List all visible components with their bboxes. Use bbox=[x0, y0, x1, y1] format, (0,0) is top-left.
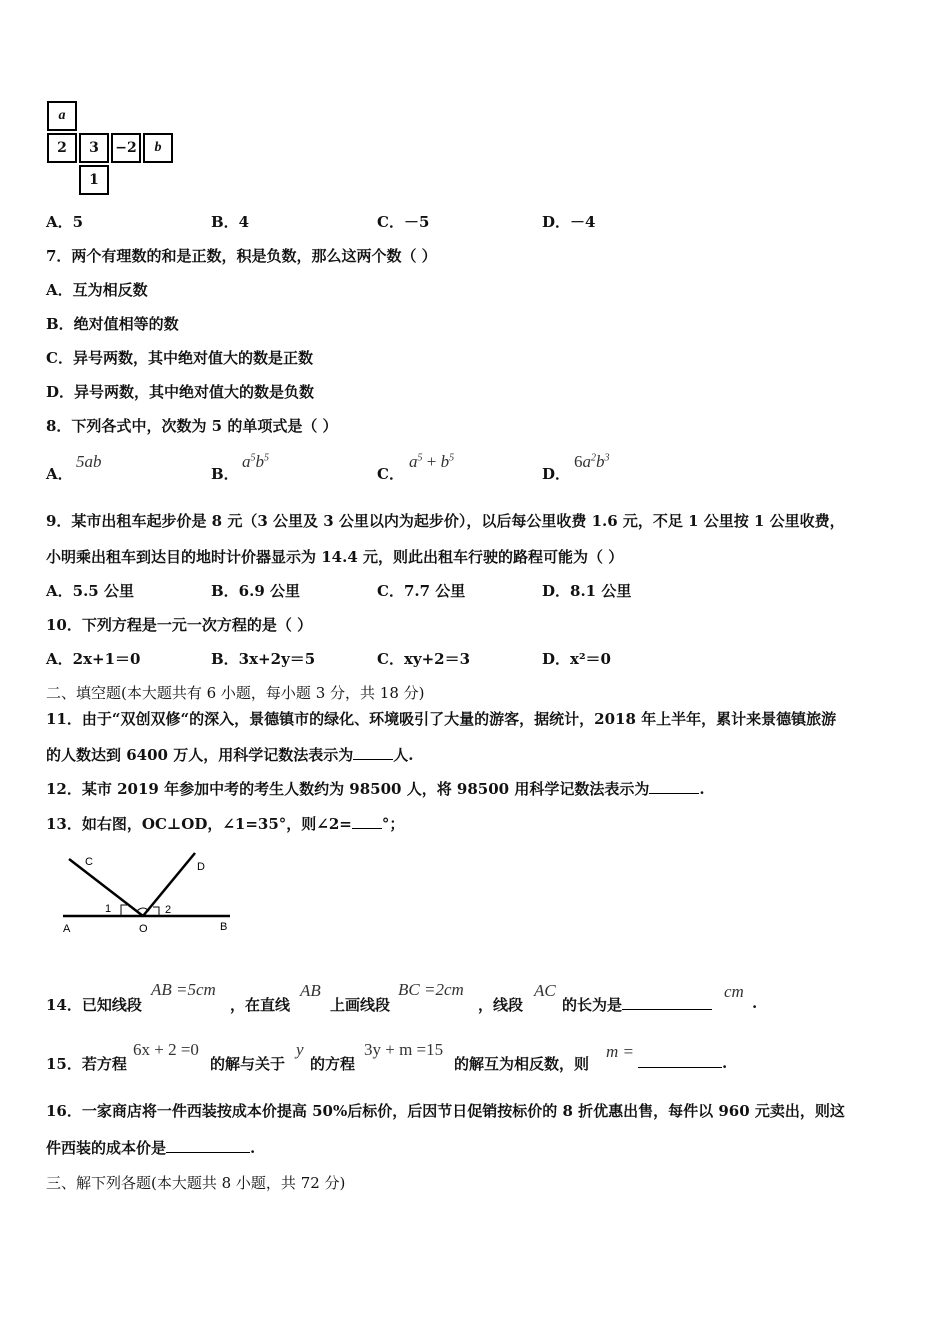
label-d: D bbox=[197, 861, 205, 873]
q15-math-y: y bbox=[296, 1040, 304, 1059]
q8-option-d: D． bbox=[542, 465, 571, 483]
q7-option-a: A．互为相反数 bbox=[46, 281, 148, 299]
q10-option-d: D．x²＝0 bbox=[542, 650, 611, 668]
label-b: B bbox=[220, 921, 228, 933]
label-angle-2: 2 bbox=[165, 904, 172, 916]
q14-math-ac: AC bbox=[534, 981, 556, 1000]
q6-option-d: D．－4 bbox=[542, 213, 596, 231]
cube-net bbox=[47, 101, 177, 199]
q15-math-eq1: 6x + 2 =0 bbox=[133, 1040, 199, 1059]
q16-line1: 16．一家商店将一件西装按成本价提高 50%后标价，后因节日促销按标价的 8 折优惠出售，每件以 960 元卖出，则这 bbox=[46, 1102, 845, 1120]
q9-line2: 小明乘出租车到达目的地时计价器显示为 14.4 元，则此出租车行驶的路程可能为（ ） bbox=[46, 548, 624, 566]
q14-unit: cm bbox=[724, 982, 744, 1001]
q14-t1: ，在直线 bbox=[230, 996, 291, 1014]
label-c: C bbox=[85, 856, 93, 868]
q8-option-b: B． bbox=[211, 465, 239, 483]
q8-option-d-expr: $6a^2b^3$ bbox=[574, 452, 610, 471]
q8-stem: 8．下列各式中，次数为 5 的单项式是（ ） bbox=[46, 417, 338, 435]
q15-math-m: m = bbox=[606, 1042, 634, 1061]
section-3-heading: 三、解下列各题(本大题共 8 小题，共 72 分) bbox=[46, 1174, 346, 1192]
label-a: A bbox=[63, 923, 71, 935]
q6-option-b: B．4 bbox=[211, 213, 250, 231]
q13-text: 13．如右图，OC⊥OD，∠1=35°，则∠2= °； bbox=[46, 815, 405, 833]
q8-option-c-expr: $a^5 + b^5$ bbox=[409, 452, 455, 471]
q11-line2: 的人数达到 6400 万人，用科学记数法表示为 人. bbox=[46, 746, 414, 764]
q16-answer-blank[interactable] bbox=[166, 1138, 250, 1153]
net-cell-3: 3 bbox=[79, 133, 109, 163]
q15-t3: 的解互为相反数，则 bbox=[454, 1055, 590, 1073]
q16-line2: 件西装的成本价是 . bbox=[46, 1139, 256, 1157]
q15-t2: 的方程 bbox=[310, 1055, 356, 1073]
q9-option-c: C．7.7 公里 bbox=[377, 582, 466, 600]
q12-answer-blank[interactable] bbox=[649, 779, 699, 794]
q15-blank-wrap: . bbox=[638, 1053, 727, 1072]
q15-t1: 的解与关于 bbox=[210, 1055, 286, 1073]
q15-answer-blank[interactable] bbox=[638, 1053, 722, 1068]
q14-answer-blank[interactable] bbox=[622, 995, 712, 1010]
net-cell-2: 2 bbox=[47, 133, 77, 163]
net-cell-1: 1 bbox=[79, 165, 109, 195]
label-angle-1: 1 bbox=[105, 903, 112, 915]
q15-math-eq2: 3y + m =15 bbox=[364, 1040, 444, 1059]
net-cell-a: a bbox=[47, 101, 77, 131]
angle-figure bbox=[55, 848, 245, 938]
q8-option-a: A． bbox=[46, 465, 73, 483]
q6-option-c: C．－5 bbox=[377, 213, 430, 231]
q11-answer-blank[interactable] bbox=[353, 745, 393, 760]
section-2-heading: 二、填空题(本大题共有 6 小题，每小题 3 分，共 18 分) bbox=[46, 684, 425, 702]
label-o: O bbox=[139, 923, 148, 935]
q9-option-a: A．5.5 公里 bbox=[46, 582, 134, 600]
q14-math-ab5: AB =5cm bbox=[151, 980, 216, 999]
q8-option-a-expr: 5ab bbox=[76, 452, 102, 471]
q14-t2: 上画线段 bbox=[330, 996, 391, 1014]
q14-pre: 14．已知线段 bbox=[46, 996, 142, 1014]
q11-line1: 11．由于“双创双修“的深入，景德镇市的绿化、环境吸引了大量的游客，据统计，2018 年上半年，累计来景德镇旅游 bbox=[46, 710, 837, 728]
q9-option-b: B．6.9 公里 bbox=[211, 582, 300, 600]
q7-stem: 7．两个有理数的和是正数，积是负数，那么这两个数（ ） bbox=[46, 247, 437, 265]
q10-option-b: B．3x+2y＝5 bbox=[211, 650, 316, 668]
q9-line1: 9．某市出租车起步价是 8 元（3 公里及 3 公里以内为起步价），以后每公里收费 1.6 元，不足 1 公里按 1 公里收费， bbox=[46, 512, 845, 530]
q12-text: 12．某市 2019 年参加中考的考生人数约为 98500 人，将 98500 用科学记数法表示为 . bbox=[46, 780, 705, 798]
net-cell-b: b bbox=[143, 133, 173, 163]
q7-option-c: C．异号两数，其中绝对值大的数是正数 bbox=[46, 349, 313, 367]
q7-option-d: D．异号两数，其中绝对值大的数是负数 bbox=[46, 383, 315, 401]
q6-option-a: A．5 bbox=[46, 213, 84, 231]
q14-t4: 的长为是 bbox=[562, 994, 712, 1015]
q15-pre: 15．若方程 bbox=[46, 1055, 127, 1073]
q8-option-b-expr: $a^5b^5$ bbox=[242, 452, 269, 471]
q10-option-c: C．xy+2＝3 bbox=[377, 650, 471, 668]
q8-option-c: C． bbox=[377, 465, 404, 483]
q10-stem: 10．下列方程是一元一次方程的是（ ） bbox=[46, 616, 313, 634]
q7-option-b: B．绝对值相等的数 bbox=[46, 315, 179, 333]
q14-math-bc2: BC =2cm bbox=[398, 980, 464, 999]
q14-math-ab: AB bbox=[300, 981, 321, 1000]
angle1-arc bbox=[121, 905, 127, 916]
q14-end: . bbox=[752, 994, 758, 1012]
q13-answer-blank[interactable] bbox=[352, 814, 382, 829]
q14-t3: ，线段 bbox=[478, 996, 524, 1014]
q10-option-a: A．2x+1＝0 bbox=[46, 650, 141, 668]
angle2-arc bbox=[153, 907, 159, 916]
net-cell-minus2: −2 bbox=[111, 133, 141, 163]
q9-option-d: D．8.1 公里 bbox=[542, 582, 632, 600]
